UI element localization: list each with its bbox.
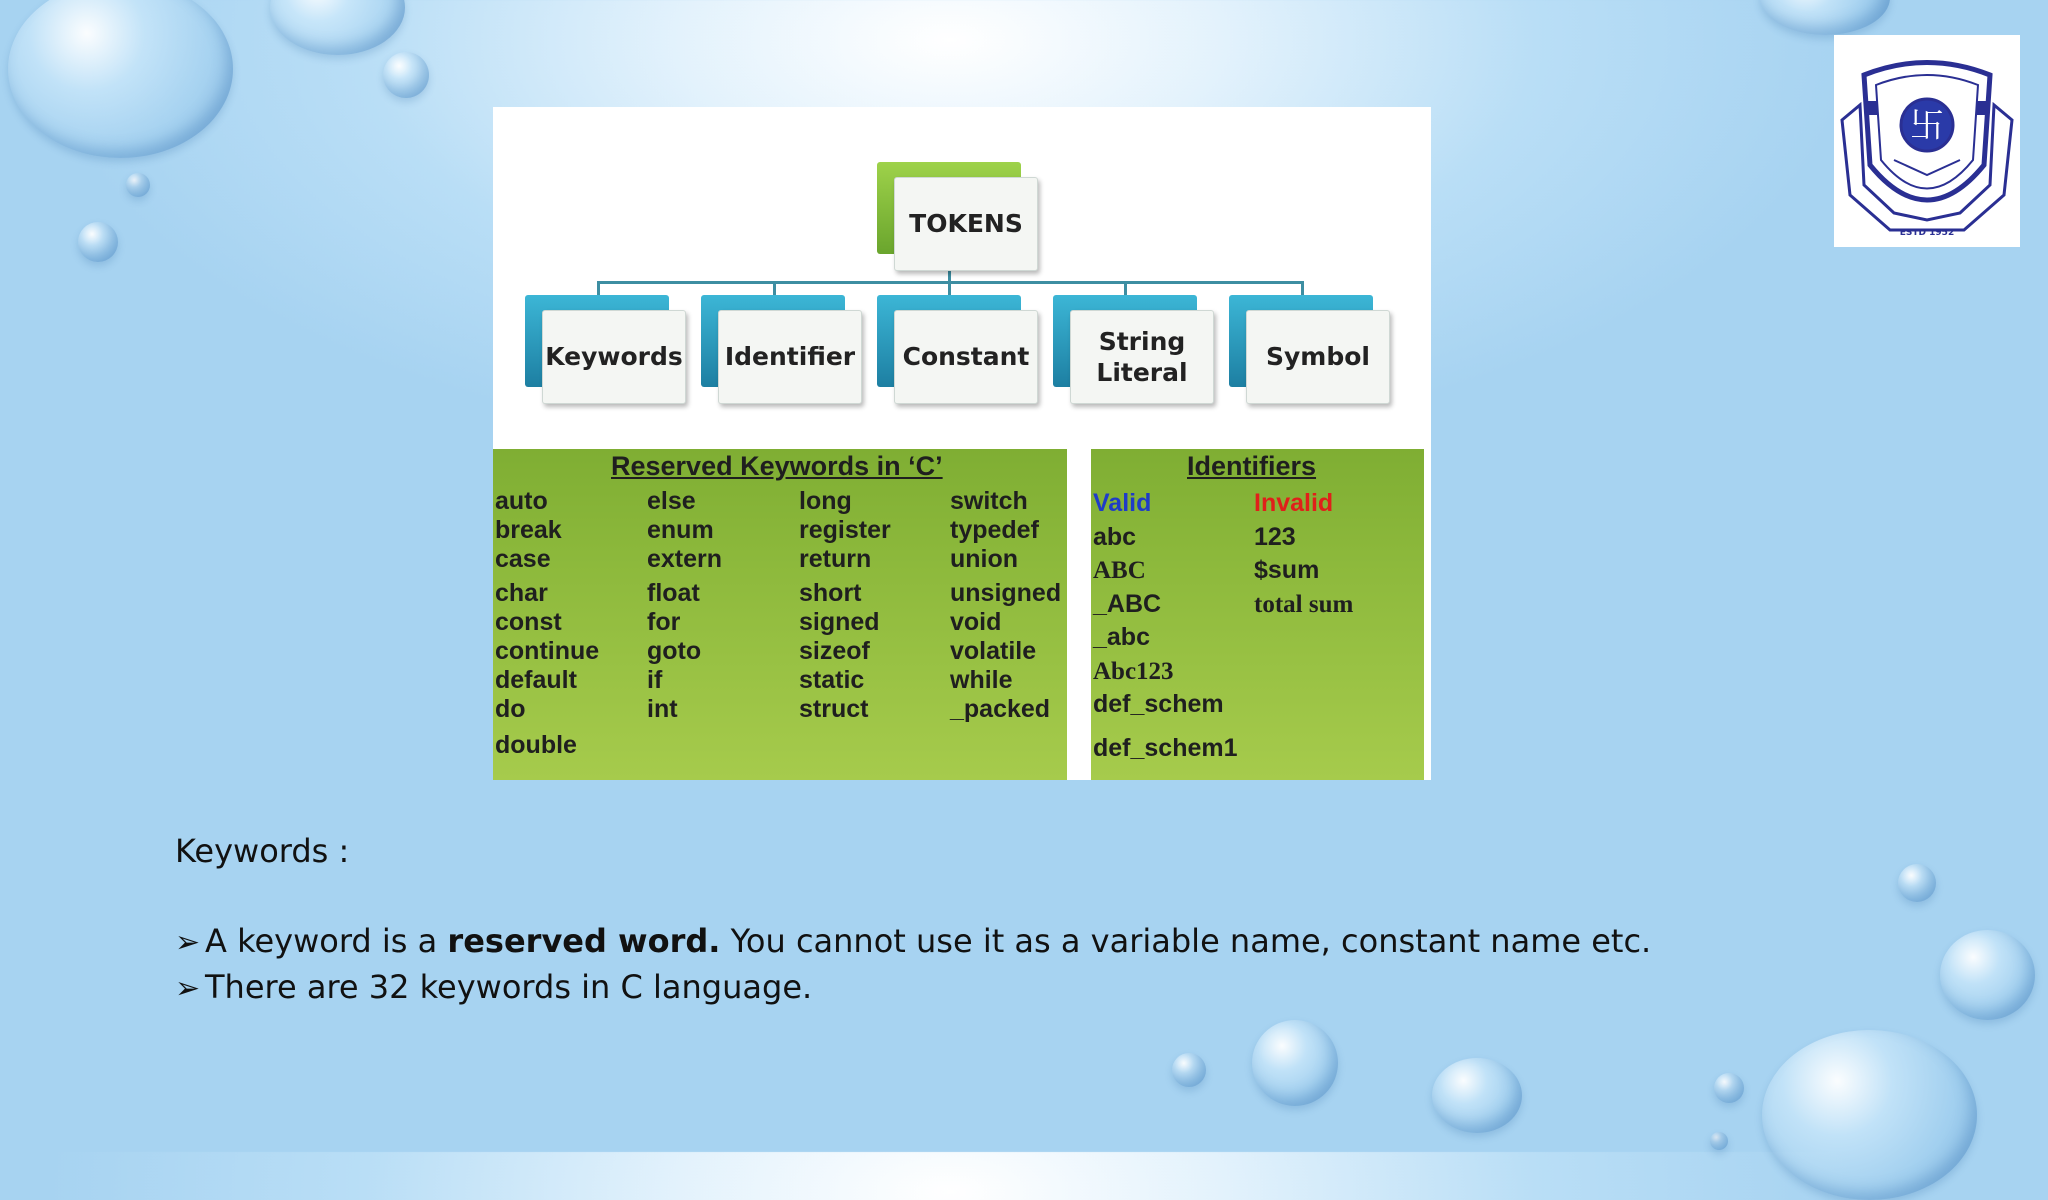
keyword-item: register [799,516,891,544]
invalid-identifiers-column [1254,487,1353,621]
identifiers-panel [1091,449,1424,780]
keyword-item: const [495,608,562,636]
water-drop-decoration [270,0,405,55]
identifier-item: ABC [1093,557,1146,584]
keyword-item: while [950,666,1013,694]
keyword-item: struct [799,695,869,723]
keyword-item: int [647,695,678,723]
keyword-item: float [647,579,700,607]
bullet-text: A keyword is a [205,922,448,960]
keyword-item: char [495,579,548,607]
keyword-item: _packed [950,695,1051,723]
keyword-item: goto [647,637,702,665]
keyword-item: long [799,487,852,515]
identifier-item: def_schem [1093,690,1224,718]
invalid-label: Invalid [1254,489,1334,517]
keywords-heading: Keywords : [175,832,350,870]
category-label: Identifier [724,342,856,372]
keyword-item: break [495,516,562,544]
category-node-string-literal [1070,310,1214,404]
keyword-item: case [495,545,551,573]
tokens-root-label: TOKENS [909,209,1023,239]
water-drop-decoration [1760,0,1890,35]
keyword-item: do [495,695,526,723]
identifier-item: 123 [1254,522,1296,551]
category-label: Symbol [1266,342,1370,372]
category-node-symbol [1246,310,1390,404]
water-drop-decoration [1714,1073,1744,1103]
water-drop-decoration [1940,930,2035,1020]
keyword-item: volatile [950,637,1037,665]
keyword-item: static [799,666,865,694]
keyword-item: else [647,487,696,515]
arrow-bullet-icon: ➢ [175,925,201,960]
identifier-item: Abc123 [1093,657,1174,685]
arrow-bullet-icon: ➢ [175,971,201,1006]
keyword-item: sizeof [799,637,870,665]
svg-text:ESTD 1952: ESTD 1952 [1899,228,1955,238]
svg-text:卐: 卐 [1910,106,1944,146]
category-node-keywords [542,310,686,404]
water-drop-decoration [1252,1020,1338,1106]
keyword-item: union [950,545,1019,573]
keyword-item: enum [647,516,714,544]
water-drop-decoration [383,52,429,98]
keyword-column [950,487,1061,724]
keyword-item: typedef [950,516,1039,544]
identifier-item: $sum [1254,556,1320,584]
keyword-item: auto [495,487,548,515]
bullet-text: There are 32 keywords in C language. [205,968,813,1006]
water-drop-decoration [1172,1053,1206,1087]
keyword-item: continue [495,637,600,665]
valid-label: Valid [1093,489,1152,517]
keyword-item: if [647,666,663,694]
water-drop-decoration [1432,1058,1522,1133]
identifiers-title: Identifiers [1187,451,1317,481]
keyword-item: signed [799,608,880,636]
tokens-diagram [493,107,1431,780]
category-node-identifier [718,310,862,404]
reserved-keywords-panel [493,449,1067,780]
identifier-item: abc [1093,522,1137,551]
college-logo [1834,35,2020,247]
identifier-item: total sum [1254,590,1354,618]
identifier-item: def_schem1 [1093,733,1238,762]
bullet-keyword-count [175,968,812,1006]
keyword-item: short [799,579,862,607]
identifier-item: _abc [1093,623,1150,651]
keyword-item: void [950,608,1002,636]
keyword-item: for [647,608,681,636]
keyword-column [647,487,722,724]
category-label: Constant [902,342,1030,372]
keyword-column [495,487,599,760]
keyword-item: default [495,666,577,694]
college-crest-icon [1834,35,2020,247]
bullet-reserved-word [175,922,1651,960]
category-node-constant [894,310,1038,404]
water-drop-decoration [126,173,150,197]
bullet-text: You cannot use it as a variable name, constant name etc. [720,922,1652,960]
category-label: String Literal [1096,326,1188,387]
bullet-bold-text: reserved word. [447,922,721,960]
keyword-item: unsigned [950,579,1062,607]
keyword-item: return [799,545,872,573]
tokens-root-node [894,177,1038,271]
keyword-item: double [495,731,577,759]
water-drop-decoration [1898,864,1936,902]
keyword-item: switch [950,487,1028,515]
water-drop-decoration [8,0,233,158]
water-drop-decoration [78,222,118,262]
keyword-column [799,487,891,724]
water-drop-decoration [1710,1132,1728,1150]
category-label: Keywords [545,342,683,372]
valid-identifiers-column [1093,487,1238,765]
identifier-item: _ABC [1093,589,1162,618]
water-drop-decoration [1762,1030,1977,1200]
reserved-keywords-title: Reserved Keywords in ‘C’ [611,451,943,481]
keyword-item: extern [647,545,723,573]
